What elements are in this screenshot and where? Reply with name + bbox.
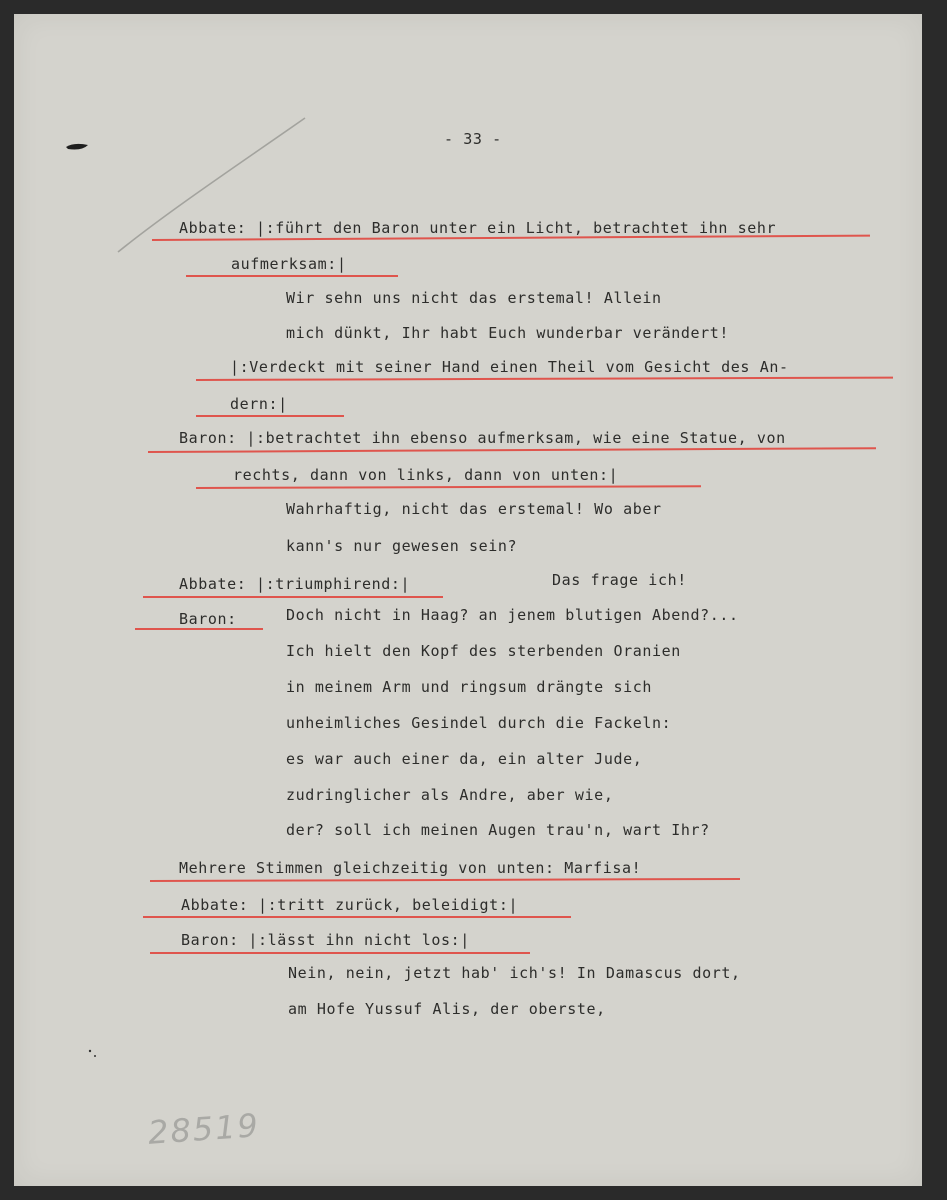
dialogue-line: Nein, nein, jetzt hab' ich's! In Damascus dort, bbox=[288, 964, 741, 982]
stage-direction: Baron: |:betrachtet ihn ebenso aufmerksam, wie eine Statue, von bbox=[179, 429, 786, 447]
red-underline bbox=[135, 628, 263, 630]
page-number: - 33 - bbox=[444, 130, 502, 148]
stage-direction: rechts, dann von links, dann von unten:| bbox=[233, 466, 619, 484]
dialogue-line: Doch nicht in Haag? an jenem blutigen Abend?... bbox=[286, 606, 739, 624]
red-underline bbox=[150, 952, 530, 954]
red-underline bbox=[196, 415, 344, 417]
stage-direction: Baron: |:lässt ihn nicht los:| bbox=[181, 931, 470, 949]
archive-number: 28519 bbox=[146, 1106, 261, 1152]
stage-direction: Abbate: |:führt den Baron unter ein Licht, betrachtet ihn sehr bbox=[179, 219, 777, 237]
dialogue-line: kann's nur gewesen sein? bbox=[286, 537, 518, 555]
dialogue-line: Wahrhaftig, nicht das erstemal! Wo aber bbox=[286, 500, 662, 518]
dialogue-line: Wir sehn uns nicht das erstemal! Allein bbox=[286, 289, 662, 307]
dialogue-line: der? soll ich meinen Augen trau'n, wart Ihr? bbox=[286, 821, 710, 839]
dialogue-line: Ich hielt den Kopf des sterbenden Oranien bbox=[286, 642, 681, 660]
red-underline bbox=[186, 275, 398, 277]
dialogue-line: am Hofe Yussuf Alis, der oberste, bbox=[288, 1000, 606, 1018]
dialogue-line: mich dünkt, Ihr habt Euch wunderbar verändert! bbox=[286, 324, 730, 342]
stage-direction: Mehrere Stimmen gleichzeitig von unten: Marfisa! bbox=[179, 859, 642, 877]
dialogue-line: zudringlicher als Andre, aber wie, bbox=[286, 786, 614, 804]
dialogue-line: Das frage ich! bbox=[552, 571, 687, 589]
stage-direction: |:Verdeckt mit seiner Hand einen Theil vom Gesicht des An- bbox=[230, 358, 789, 376]
stage-direction: Abbate: |:tritt zurück, beleidigt:| bbox=[181, 896, 519, 914]
dialogue-line: in meinem Arm und ringsum drängte sich bbox=[286, 678, 652, 696]
stage-direction: dern:| bbox=[230, 395, 288, 413]
stage-direction: Abbate: |:triumphirend:| bbox=[179, 575, 411, 593]
red-underline bbox=[143, 916, 571, 918]
stage-direction: aufmerksam:| bbox=[231, 255, 347, 273]
dialogue-line: es war auch einer da, ein alter Jude, bbox=[286, 750, 643, 768]
red-underline bbox=[143, 596, 443, 598]
speaker-name: Baron: bbox=[179, 610, 237, 628]
dialogue-line: unheimliches Gesindel durch die Fackeln: bbox=[286, 714, 672, 732]
